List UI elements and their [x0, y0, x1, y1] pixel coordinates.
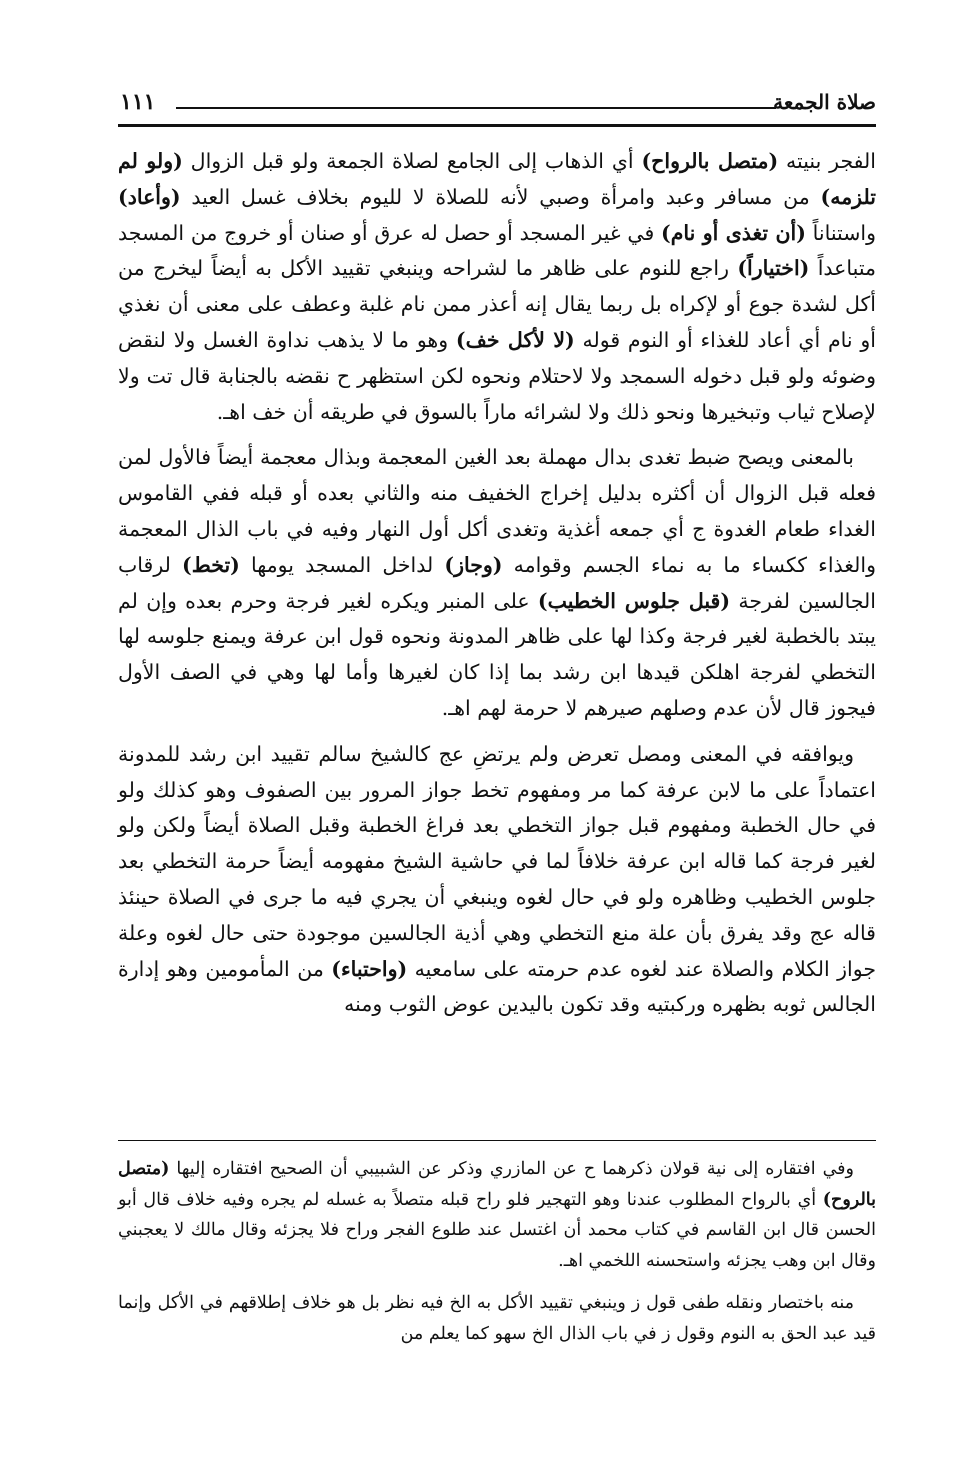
- page: [118, 88, 876, 1448]
- header-rule: [176, 107, 776, 109]
- running-title: صلاة الجمعة: [773, 90, 876, 114]
- paragraph-3: [118, 737, 876, 1023]
- text-run: راجع للنوم على ظاهر ما لشراحه وينبغي تقييد الأكل به أيضاً ليخرج من أكل لشدة جوع أو لإكراه بل ربما يقال إنه أعذر ممن نام غلبة وعطف على معنى أن نغذي أو نام أي أعاد للغذاء أو النوم قوله: [118, 256, 876, 352]
- bold-term: (متصل بالروح): [118, 1159, 876, 1210]
- bold-term: (متصل بالرواح): [641, 149, 779, 173]
- text-run: أي الذهاب إلى الجامع لصلاة الجمعة ولو قبل الزوال: [182, 149, 642, 173]
- footnotes: [118, 1154, 876, 1361]
- paragraph-2: [118, 440, 876, 726]
- text-run: الفجر بنيته: [778, 149, 876, 173]
- bold-term: (ولو لم تلزمه): [118, 149, 876, 209]
- text-run: منه باختصار ونقله طفى قول ز وينبغي تقييد الأكل به الخ فيه نظر بل هو خلاف إطلاقهم في الأكل وإنما قيد عبد الحق به النوم وقول ز في باب الذال الخ سهو كما يعلم من: [118, 1293, 876, 1344]
- text-run: لداخل المسجد يومها: [239, 552, 445, 577]
- main-text: [118, 144, 876, 1033]
- footnote-1: [118, 1154, 876, 1276]
- page-number: ١١١: [120, 89, 156, 115]
- text-run: لرقاب الجالسين لفرجة: [118, 552, 876, 613]
- paragraph-1: [118, 144, 876, 430]
- header-divider: [118, 124, 876, 127]
- text-run: على المنبر ويكره لغير فرجة وحرم بعده وإن لم يبتد بالخطبة لغير فرجة وكذا لها على ظاهر المدونة ونحوه قول ابن عرفة ويمنع جلوسه لها التخطي لفرجة اهلكن قيدها ابن رشد بما إذا كان لغيرها وأما لها وهي في الصف الأول فيجوز قال لأن عدم وصلهم صيرهم لا حرمة لهم اهـ.: [118, 588, 876, 720]
- bold-term: (تخط): [182, 552, 240, 577]
- text-run: في غير المسجد أو حصل له عرق أو صنان أو خروج من المسجد متباعداً: [118, 220, 876, 281]
- footnote-divider: [118, 1140, 876, 1141]
- text-run: من مسافر وعبد وامرأة وصبي لأنه للصلاة لا لليوم بخلاف غسل العيد: [180, 184, 821, 209]
- bold-term: (وأعاد): [118, 184, 181, 209]
- bold-term: (أن تغذى أو نام): [661, 220, 806, 245]
- text-run: واستناناً: [805, 220, 877, 245]
- bold-term: (لا لأكل خف): [455, 327, 575, 352]
- bold-term: (واحتباء): [331, 956, 408, 981]
- text-run: ويوافقه في المعنى ومصل تعرض ولم يرتضِ عج كالشيخ سالم تقييد ابن رشد للمدونة اعتماداً على ما لابن عرفة كما مر ومفهوم تخط جواز المرور بين الصفوف وهو كذلك ولو في حال الخطبة ومفهوم قبل جواز التخطي بعد فراغ الخطبة وقبل الصلاة أيضاً ولكن ولو لغير فرجة كما قاله ابن عرفة خلافاً لما في حاشية الشيخ مفهومه أيضاً حرمة التخطي بعد جلوس الخطيب وظاهره ولو في حال لغوه وينبغي أن يجري فيه ما جرى في الصلاة حينئذ قاله عج وقد يفرق بأن علة منع التخطي وهي أذية الجالسين موجودة حتى حال لغوه وعلة جواز الكلام والصلاة عند لغوه عدم حرمته على سامعيه: [118, 741, 876, 981]
- bold-term: (قبل جلوس الخطيب): [537, 588, 731, 613]
- text-run: بالمعنى ويصح ضبط تغدى بدال مهملة بعد الغين المعجمة وبذال معجمة أيضاً فالأول لمن فعله قبل الزوال أن أكثره بدليل إخراج الخفيف منه والثاني بعده أو قبله ففي القاموس الغداء طعام الغدوة ج أي جمعه أغذية وتغدى أكل أول النهار وفيه في باب الذال المعجمة والغذاء ككساء ما به نماء الجسم وقوامه: [118, 445, 877, 577]
- text-run: وهو ما لا يذهب نداوة الغسل ولا لنقض وضوئه ولو قبل دخوله السمجد ولا لاحتلام ونحوه لكن استظهر ح نقضه بالجنابة قال تت ولا لإصلاح ثياب وتبخيرها ونحو ذلك ولا لشرائه ماراً بالسوق في طريقه أن خف اهـ.: [118, 327, 876, 424]
- footnote-2: [118, 1288, 876, 1349]
- bold-term: (وجاز): [444, 552, 503, 577]
- text-run: من المأمومين وهو إدارة الجالس ثوبه بظهره وركبتيه وقد تكون باليدين عوض الثوب ومنه: [118, 956, 876, 1017]
- text-run: وفي افتقاره إلى نية قولان ذكرهما ح عن المازري وذكر عن الشبيبي أن الصحيح افتقاره إليها: [169, 1159, 854, 1179]
- text-run: أي بالرواح المطلوب عندنا وهو التهجير فلو راح قبله متصلاً به غسله لم يجره وفيه خلاف قال أبو الحسن قال ابن القاسم في كتاب محمد أن اغتسل عند طلوع الفجر وراح فلا يجزئه وقال مالك لا يعجبني وقال ابن وهب يجزئه واستحسنه اللخمي اهـ.: [118, 1189, 876, 1271]
- page-header: [118, 88, 876, 120]
- bold-term: (اختياراً): [737, 256, 810, 281]
